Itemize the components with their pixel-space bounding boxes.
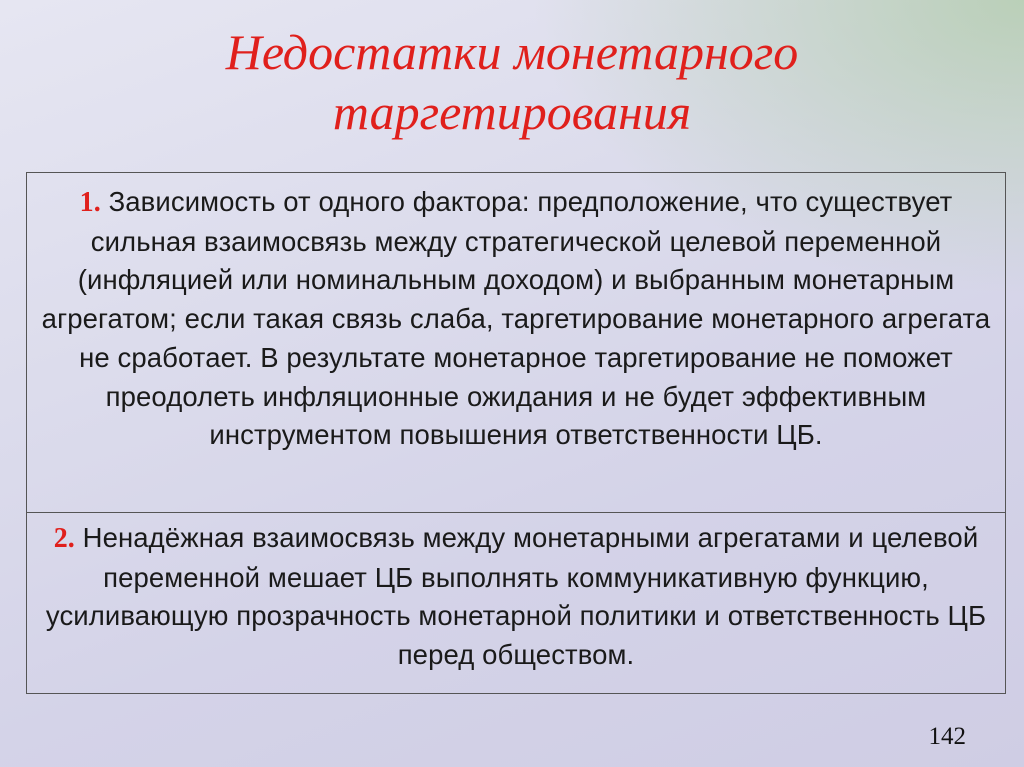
- slide-title-line-1: Недостатки монетарного: [225, 24, 799, 80]
- item-1-text: Зависимость от одного фактора: предположение, что существует сильная взаимосвязь между стратегической целевой переменной (инфляцией или номинальным доходом) и выбранным монетарным агрегатом; если такая связь слаба, таргетирование монетарного агрегата не сработает. В результате монетарное таргетирование не поможет преодолеть инфляционные ожидания и не будет эффективным инструментом повышения ответственности ЦБ.: [41, 186, 991, 451]
- table-row-2: [27, 513, 1005, 693]
- item-2-text: Ненадёжная взаимосвязь между монетарными агрегатами и целевой переменной мешает ЦБ выполнять коммуникативную функцию, усиливающую прозрачность монетарной политики и ответственность ЦБ перед обществом.: [45, 522, 987, 671]
- item-2-number: 2.: [53, 523, 75, 554]
- slide-title-line-2: таргетирования: [332, 84, 692, 140]
- slide-title: [0, 22, 1024, 142]
- table-row-1: [27, 173, 1005, 513]
- item-1-number: 1.: [79, 187, 101, 218]
- content-table: [26, 172, 1006, 694]
- page-number: 142: [928, 723, 966, 750]
